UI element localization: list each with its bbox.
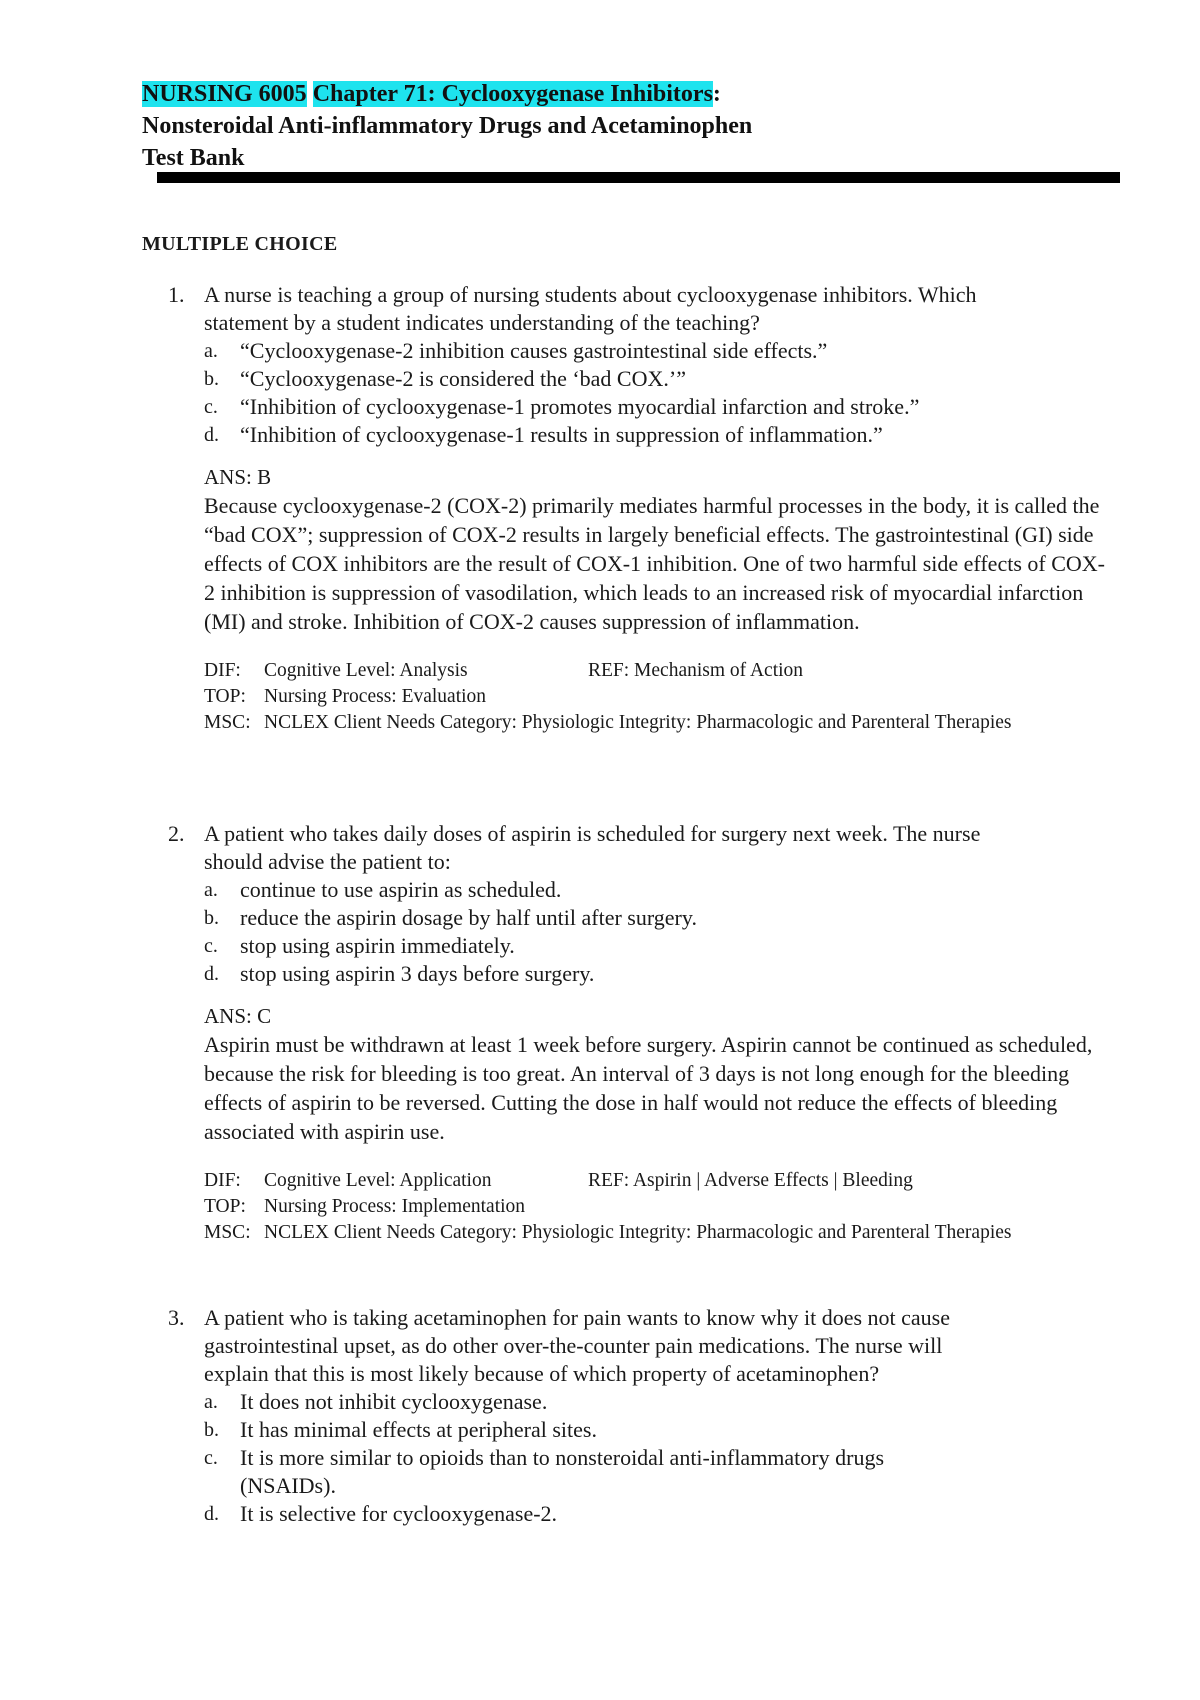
title-line-1	[142, 78, 1122, 110]
title-rule	[157, 172, 1120, 183]
msc-value: NCLEX Client Needs Category: Physiologic Integrity: Pharmacologic and Parenteral Therapies	[264, 1222, 1012, 1243]
document-subtitle: Nonsteroidal Anti-inflammatory Drugs and Acetaminophen	[142, 113, 753, 139]
option-b: b. It has minimal effects at peripheral sites.	[204, 1417, 597, 1442]
option-a: a. “Cyclooxygenase-2 inhibition causes gastrointestinal side effects.”	[204, 338, 828, 363]
question-number: 1.	[168, 282, 185, 307]
msc-label: MSC:	[204, 1222, 251, 1243]
document-title	[142, 78, 1122, 174]
option-list	[204, 337, 1108, 449]
top-value: Nursing Process: Evaluation	[264, 686, 487, 707]
chapter-title: Chapter 71: Cyclooxygenase Inhibitors	[312, 81, 713, 107]
rationale: Aspirin must be withdrawn at least 1 week before surgery. Aspirin cannot be continued as scheduled, because the risk for bleeding is too great. An interval of 3 days is not long enough for the bleeding effects of aspirin to be reversed. Cutting the dose in half would not reduce the effects of bleeding associated with aspirin use.	[204, 1032, 1093, 1144]
option-d: d. “Inhibition of cyclooxygenase-1 results in suppression of inflammation.”	[204, 422, 883, 447]
ref-value: REF: Aspirin | Adverse Effects | Bleeding	[588, 1170, 913, 1191]
top-value: Nursing Process: Implementation	[264, 1196, 526, 1217]
msc-label: MSC:	[204, 712, 251, 733]
question-number: 3.	[168, 1305, 185, 1330]
option-c: c. “Inhibition of cyclooxygenase-1 promotes myocardial infarction and stroke.”	[204, 394, 920, 419]
dif-value: Cognitive Level: Application	[264, 1170, 492, 1191]
option-c: c. It is more similar to opioids than to nonsteroidal anti-inflammatory drugs (NSAIDs).	[204, 1445, 885, 1498]
question-metadata	[204, 658, 1108, 736]
document-type: Test Bank	[142, 145, 245, 171]
dif-value: Cognitive Level: Analysis	[264, 660, 468, 681]
dif-label: DIF:	[204, 1170, 241, 1191]
option-a: a. continue to use aspirin as scheduled.	[204, 877, 562, 902]
question-stem: A patient who takes daily doses of aspirin is scheduled for surgery next week. The nurse should advise the patient to:	[204, 821, 981, 874]
answer-key: ANS: C	[204, 1004, 272, 1028]
top-label: TOP:	[204, 686, 246, 707]
dif-label: DIF:	[204, 660, 241, 681]
msc-value: NCLEX Client Needs Category: Physiologic Integrity: Pharmacologic and Parenteral Therapies	[264, 712, 1012, 733]
option-b: b. reduce the aspirin dosage by half until after surgery.	[204, 905, 697, 930]
question-metadata	[204, 1168, 1108, 1246]
option-list	[204, 1388, 974, 1528]
question-stem: A patient who is taking acetaminophen for pain wants to know why it does not cause gastrointestinal upset, as do other over-the-counter pain medications. The nurse will explain that this is most likely because of which property of acetaminophen?	[204, 1305, 951, 1386]
section-heading: MULTIPLE CHOICE	[142, 233, 338, 255]
question-stem: A nurse is teaching a group of nursing students about cyclooxygenase inhibitors. Which statement by a student indicates understanding of the teaching?	[204, 282, 977, 335]
question-number: 2.	[168, 821, 185, 846]
answer-key: ANS: B	[204, 465, 272, 489]
option-list	[204, 876, 1108, 988]
option-a: a. It does not inhibit cyclooxygenase.	[204, 1389, 548, 1414]
title-colon: :	[712, 81, 721, 107]
question-2	[168, 820, 1108, 1246]
option-d: d. stop using aspirin 3 days before surgery.	[204, 961, 595, 986]
ref-value: REF: Mechanism of Action	[588, 660, 804, 681]
course-code: NURSING 6005	[142, 81, 307, 107]
option-d: d. It is selective for cyclooxygenase-2.	[204, 1501, 558, 1526]
option-c: c. stop using aspirin immediately.	[204, 933, 515, 958]
option-b: b. “Cyclooxygenase-2 is considered the ‘bad COX.’”	[204, 366, 686, 391]
question-1	[168, 281, 1108, 736]
top-label: TOP:	[204, 1196, 246, 1217]
rationale: Because cyclooxygenase-2 (COX-2) primarily mediates harmful processes in the body, it is called the “bad COX”; suppression of COX-2 results in largely beneficial effects. The gastrointestinal (GI) side effects of COX inhibitors are the result of COX-1 inhibition. One of two harmful side effects of COX-2 inhibition is suppression of vasodilation, which leads to an increased risk of myocardial infarction (MI) and stroke. Inhibition of COX-2 causes suppression of inflammation.	[204, 493, 1105, 634]
question-3	[168, 1304, 1108, 1528]
